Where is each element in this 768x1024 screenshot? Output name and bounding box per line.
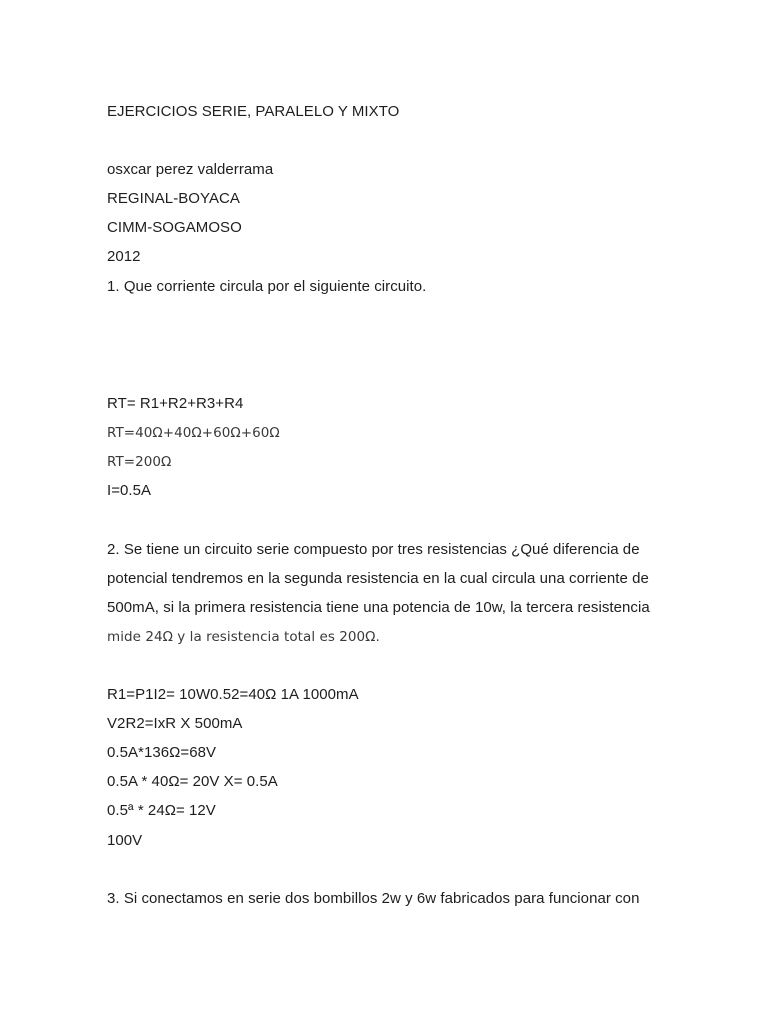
- q2-work-line: 0.5A*136Ω=68V: [107, 744, 217, 761]
- q2-work-line: R1=P1I2= 10W0.52=40Ω 1A 1000mA: [107, 686, 359, 703]
- q1-total: RT=200Ω: [107, 454, 172, 470]
- q2-work-line: 100V: [107, 832, 143, 849]
- document-title: EJERCICIOS SERIE, PARALELO Y MIXTO: [107, 103, 400, 120]
- question-2-line-3: 500mA, si la primera resistencia tiene una potencia de 10w, la tercera resistencia: [107, 599, 650, 616]
- question-2-line-1: 2. Se tiene un circuito serie compuesto por tres resistencias ¿Qué diferencia de: [107, 541, 640, 558]
- question-2-line-2: potencial tendremos en la segunda resistencia en la cual circula una corriente de: [107, 570, 649, 587]
- author-name: osxcar perez valderrama: [107, 161, 274, 178]
- q1-current: I=0.5A: [107, 482, 152, 499]
- question-2-line-4: mide 24Ω y la resistencia total es 200Ω.: [107, 629, 380, 645]
- q2-work-line: 0.5ª * 24Ω= 12V: [107, 802, 216, 819]
- year-text: 2012: [107, 248, 141, 265]
- q2-work-line: 0.5A * 40Ω= 20V X= 0.5A: [107, 773, 278, 790]
- question-3-line-1: 3. Si conectamos en serie dos bombillos 2w y 6w fabricados para funcionar con: [107, 890, 640, 907]
- q2-work-line: V2R2=IxR X 500mA: [107, 715, 243, 732]
- center-text: CIMM-SOGAMOSO: [107, 219, 242, 236]
- region-text: REGINAL-BOYACA: [107, 190, 240, 207]
- q1-substitution: RT=40Ω+40Ω+60Ω+60Ω: [107, 425, 280, 441]
- question-1: 1. Que corriente circula por el siguiente circuito.: [107, 278, 427, 295]
- q1-formula: RT= R1+R2+R3+R4: [107, 395, 244, 412]
